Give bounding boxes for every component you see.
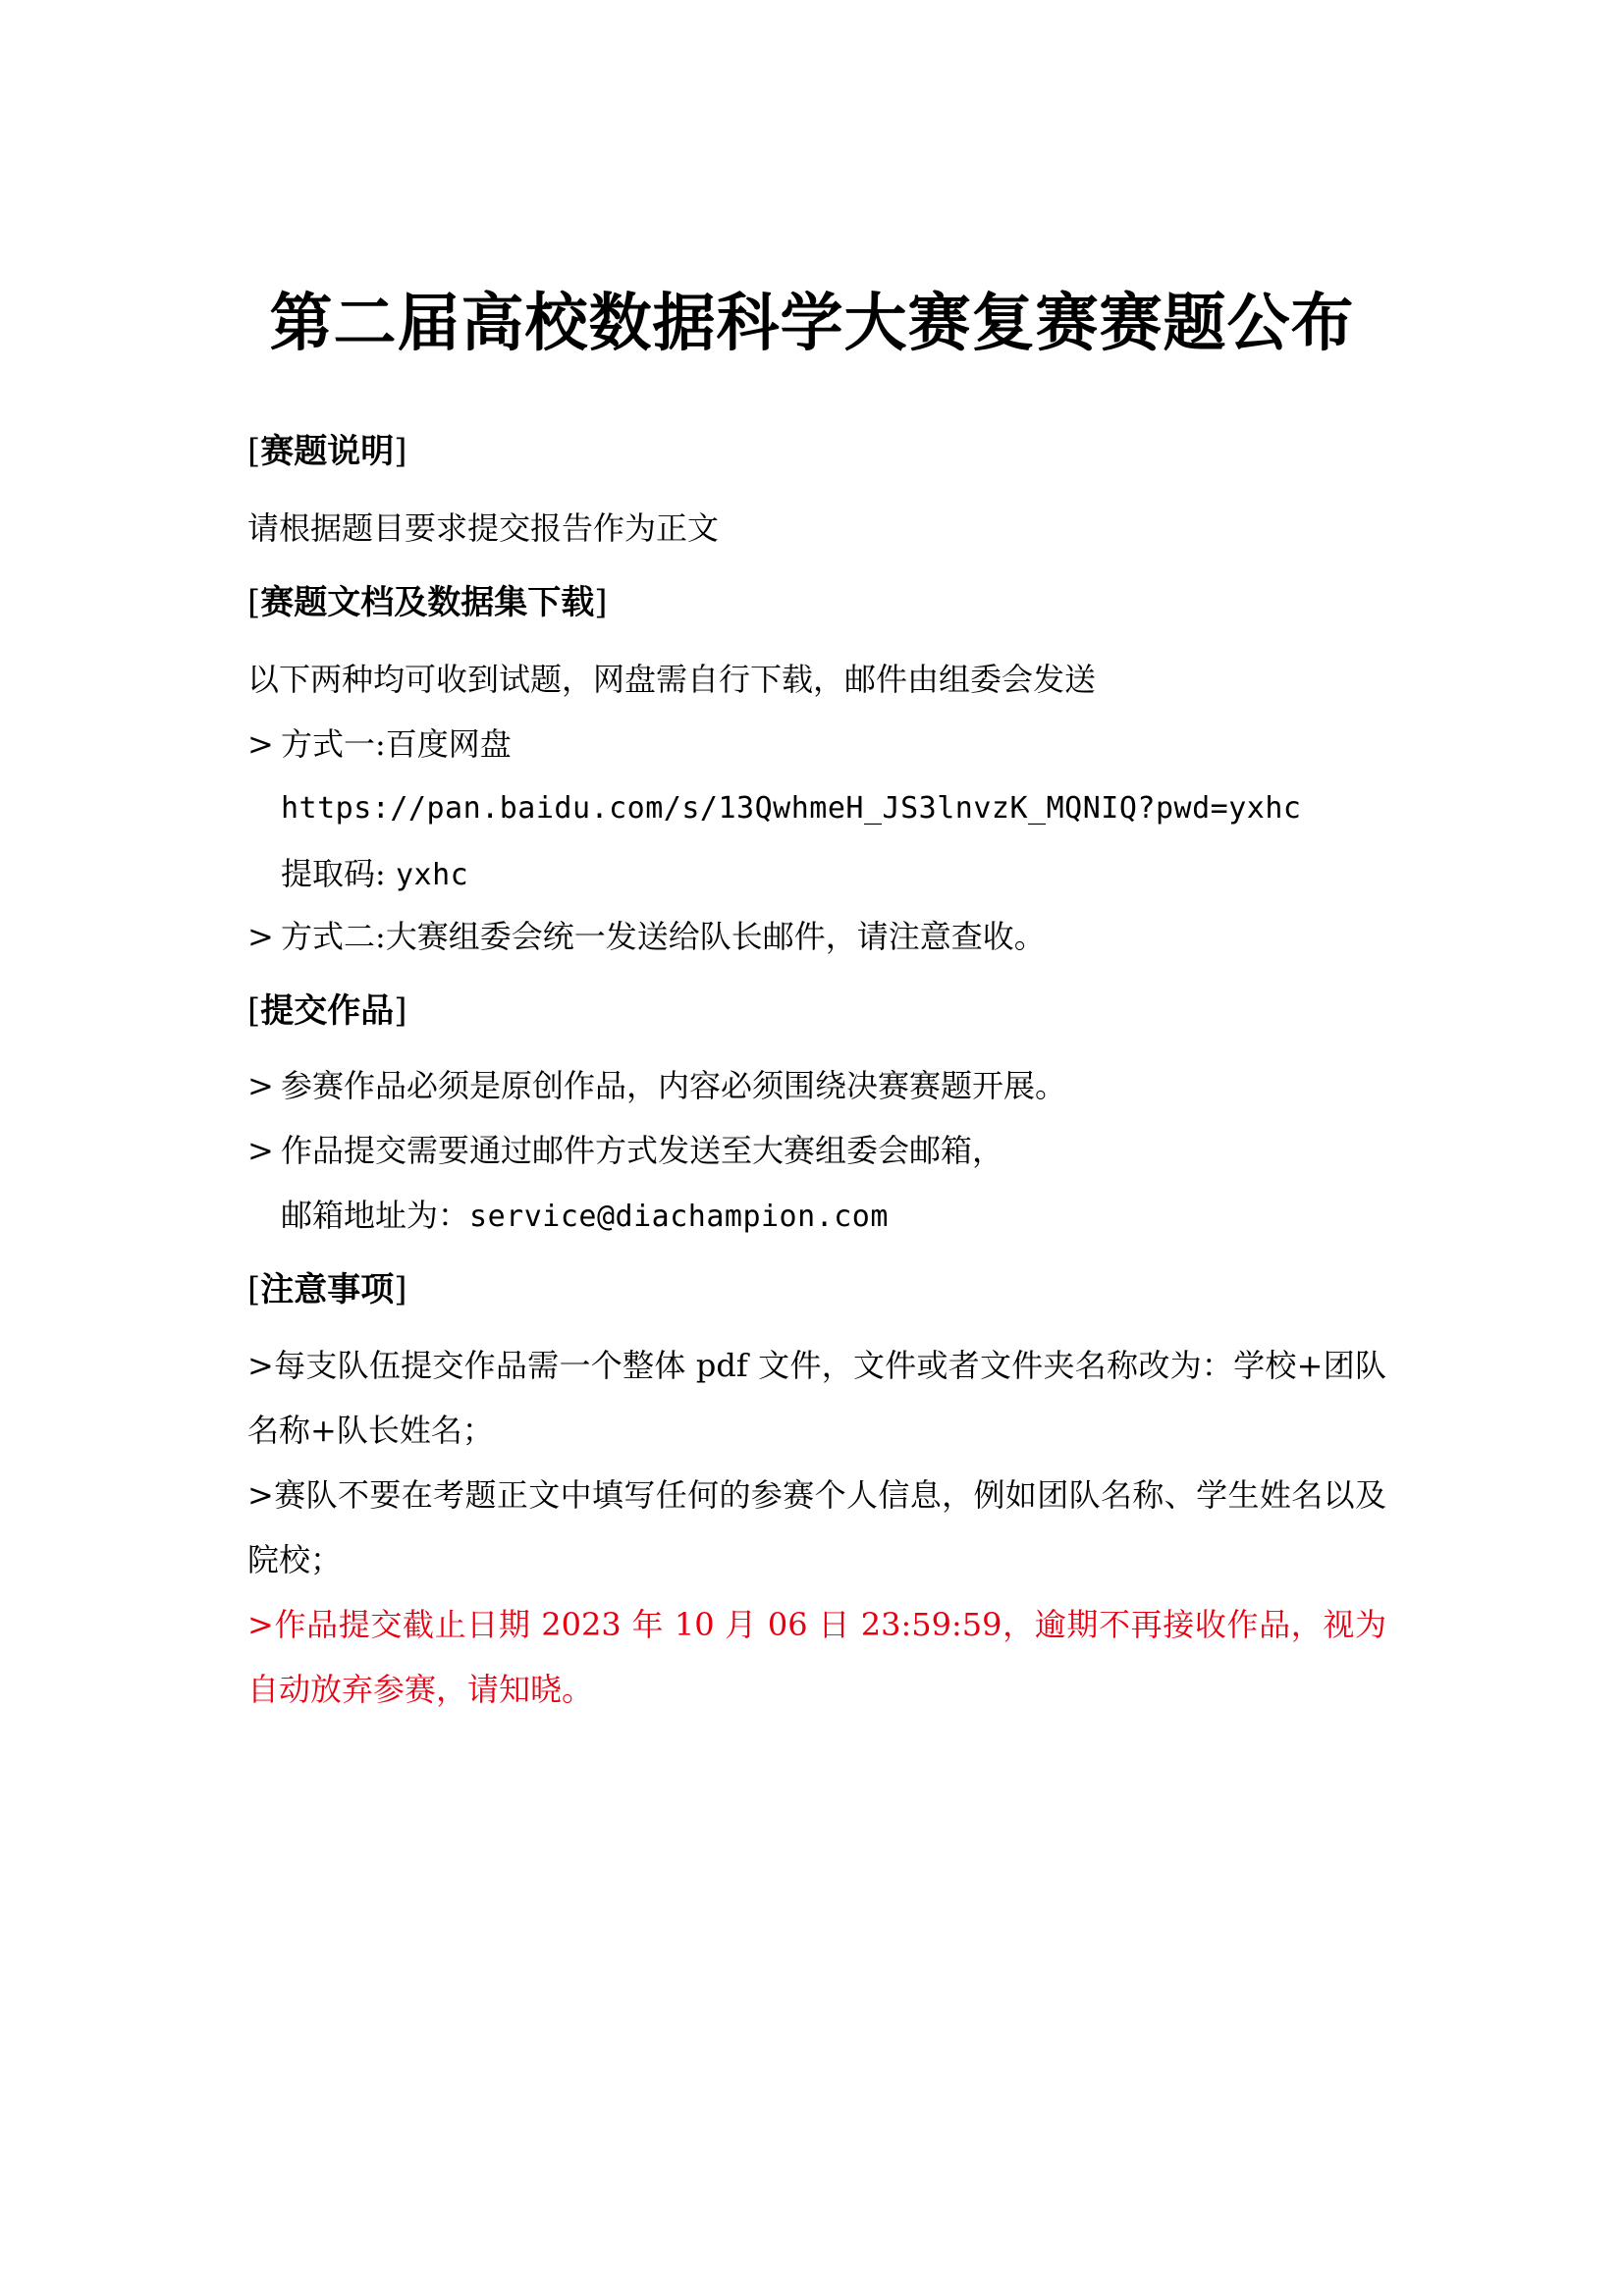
open-bracket: [ bbox=[247, 991, 261, 1031]
download-intro: 以下两种均可收到试题，网盘需自行下载，邮件由组委会发送 bbox=[247, 661, 1097, 698]
bullet-arrow-icon: > bbox=[247, 1067, 274, 1104]
section-heading-download bbox=[247, 581, 1396, 624]
close-bracket: ] bbox=[394, 1270, 407, 1309]
method1-label: 方式一:百度网盘 bbox=[281, 725, 512, 763]
submission-item-1: 参赛作品必须是原创作品，内容必须围绕决赛赛题开展。 bbox=[281, 1067, 1067, 1104]
bullet-arrow-icon: > bbox=[247, 725, 274, 763]
description-text: 请根据题目要求提交报告作为正文 bbox=[247, 509, 720, 547]
close-bracket: ] bbox=[594, 583, 608, 622]
baidu-pan-link[interactable]: https://pan.baidu.com/s/13QwhmeH_JS3lnvzK_MQNIQ?pwd=yxhc bbox=[281, 791, 1302, 826]
section-heading-submission bbox=[247, 989, 1396, 1033]
section-heading-text: 赛题说明 bbox=[260, 432, 395, 471]
email-line bbox=[281, 1194, 889, 1239]
submission-item-2: 作品提交需要通过邮件方式发送至大赛组委会邮箱， bbox=[281, 1132, 1004, 1169]
close-bracket: ] bbox=[394, 991, 407, 1031]
extraction-code-value: yxhc bbox=[395, 858, 469, 892]
email-address-link[interactable]: service@diachampion.com bbox=[469, 1200, 889, 1234]
section-heading-text: 提交作品 bbox=[260, 991, 395, 1031]
section-heading-notes bbox=[247, 1268, 1396, 1311]
bullet-arrow-icon: > bbox=[247, 1132, 274, 1169]
list-item-method2 bbox=[247, 915, 1396, 958]
list-item-submission-1 bbox=[247, 1064, 1396, 1107]
deadline-notice: >作品提交截止日期 2023 年 10 月 06 日 23:59:59，逾期不再接收作品，视为自动放弃参赛，请知晓。 bbox=[247, 1606, 1386, 1708]
bullet-arrow-icon: > bbox=[247, 918, 274, 955]
email-label: 邮箱地址为： bbox=[281, 1197, 470, 1234]
open-bracket: [ bbox=[247, 432, 261, 471]
list-item-method1 bbox=[247, 722, 1396, 766]
close-bracket: ] bbox=[394, 432, 407, 471]
section-heading-description bbox=[247, 430, 1396, 473]
document-title: 第二届高校数据科学大赛复赛赛题公布 bbox=[269, 287, 1355, 360]
extraction-code-label: 提取码: bbox=[281, 855, 386, 892]
method2-text: 方式二:大赛组委会统一发送给队长邮件，请注意查收。 bbox=[281, 918, 1046, 955]
list-item-submission-2 bbox=[247, 1129, 1396, 1172]
section-heading-text: 赛题文档及数据集下载 bbox=[260, 583, 595, 622]
open-bracket: [ bbox=[247, 583, 261, 622]
open-bracket: [ bbox=[247, 1270, 261, 1309]
section-heading-text: 注意事项 bbox=[260, 1270, 395, 1309]
extraction-code-line bbox=[281, 852, 468, 897]
note-paragraph-1: >每支队伍提交作品需一个整体 pdf 文件，文件或者文件夹名称改为：学校+团队名称+队长姓名； bbox=[247, 1347, 1386, 1449]
note-paragraph-2: >赛队不要在考题正文中填写任何的参赛个人信息，例如团队名称、学生姓名以及院校； bbox=[247, 1476, 1386, 1578]
